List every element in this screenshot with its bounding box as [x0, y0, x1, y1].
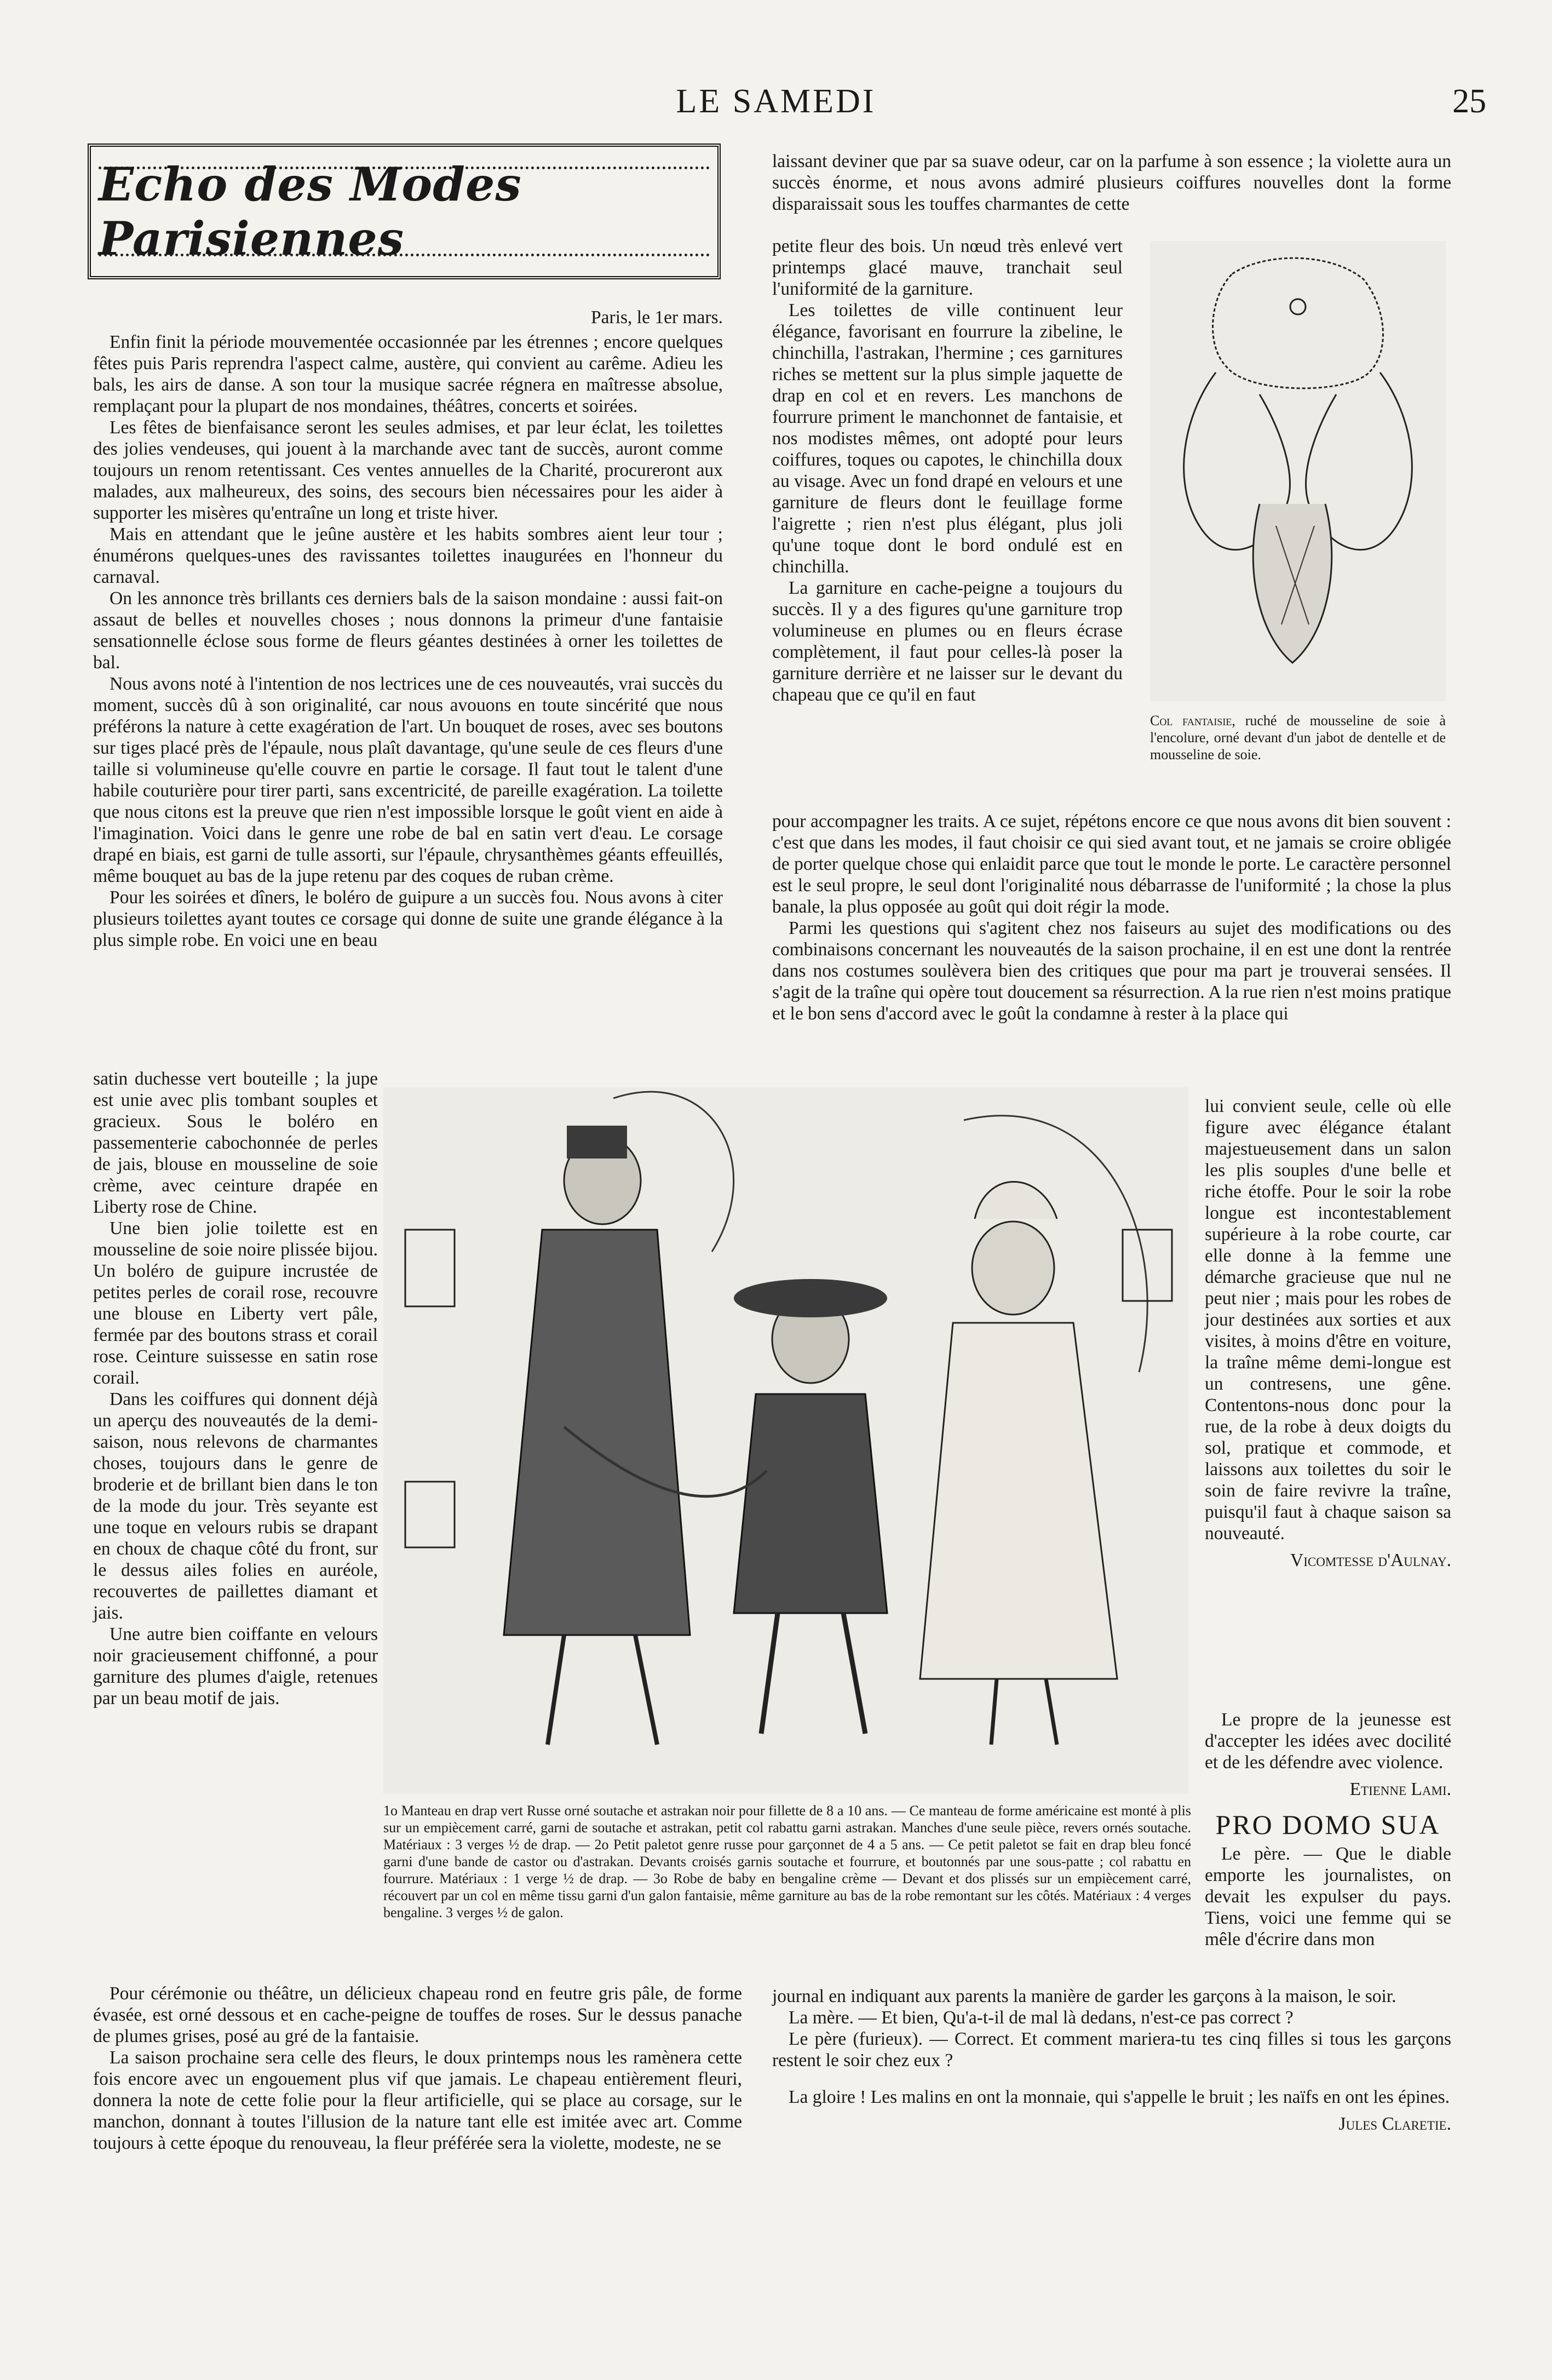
- pro-domo-continue: journal en indiquant aux parents la manière de garder les garçons à la maison, le soir.: [772, 1986, 1396, 2006]
- col2-narrow: [772, 236, 1123, 706]
- collar-illustration: [1150, 241, 1446, 701]
- paragraph: Enfin finit la période mouvementée occasionnée par les étrennes ; encore quelques fêtes puis Paris reprendra l'aspect calme, austère, qui convient au carême. Adieu les bals, les airs de danse. A son tour la musique sacrée régnera en maîtresse absolue, remplaçant pour la plupart de nos mondaines, théâtres, concerts et soirées.: [93, 332, 723, 416]
- running-head: LE SAMEDI: [676, 83, 876, 120]
- collar-caption-text: ruché de mousseline de soie à l'encolure, orné devant d'un jabot de dentelle et de mousseline de soie.: [1150, 713, 1446, 762]
- page-number: 25: [1452, 83, 1486, 120]
- col2-top: [772, 151, 1451, 215]
- jeunesse-author: Etienne Lami.: [1349, 1779, 1451, 1799]
- paragraph: Nous avons noté à l'intention de nos lectrices une de ces nouveautés, vrai succès du moment, succès dû à son originalité, car nous avouons en toute sincérité que nous préférons la nature à cette exagération de l'art. Un bouquet de roses, avec ses boutons sur tiges placé près de l'épaule, nous plaît davantage, qu'une seule de ces fleurs d'une taille si volumineuse qu'elle couvre en partie le corsage. Il faut tout le talent d'une habile couturière pour tirer parti, sans excentricité, de pareille exagération. La toilette que nous citons est la preuve que rien n'est impossible lorsque le goût vient en aide à l'imagination. Voici dans le genre une robe de bal en satin vert d'eau. Le corsage drapé en biais, est garni de tulle assorti, sur l'épaule, chrysanthèmes géants effeuillés, même bouquet au bas de la jupe retenu par des coques de ruban crème.: [93, 674, 723, 886]
- paragraph: pour accompagner les traits. A ce sujet, répétons encore ce que nous avons dit bien souvent : c'est que dans les modes, il faut choisir ce qui sied avant tout, et ne jamais se croire obligée de porter quelque chose qui enlaidit parce que tout le monde le porte. Le caractère personnel est le seul propre, le seul dont l'originalité nous débarrasse de l'uniformité ; la chose la plus banale, la plus opposée au goût qui doit régir la mode.: [772, 811, 1451, 917]
- masthead-inner: [99, 157, 710, 266]
- dialogue-line: Le père (furieux). — Correct. Et comment mariera-tu tes cinq filles si tous les garçons restent le soir chez eux ?: [772, 2029, 1451, 2071]
- paragraph: lui convient seule, celle où elle figure avec élégance étalant majestueusement dans un salon les plis souples d'une belle et riche étoffe. Pour le soir la robe longue est incontestablement supérieure à la robe courte, car elle donne à la femme une démarche gracieuse que nul ne peut nier ; mais pour les robes de jour destinées aux sorties et aux visites, à moins d'être en voiture, la traîne même demi-longue est un contresens, une gêne. Contentons-nous donc pour la rue, de la robe à deux doigts du sol, pratique et commode, et laissons aux toilettes du soir le soin de faire revivre la traîne, puisqu'il faut à chaque saison sa nouveauté.: [1205, 1096, 1451, 1544]
- paragraph: petite fleur des bois. Un nœud très enlevé vert printemps glacé mauve, tranchait seul l'uniformité de la garniture.: [772, 236, 1123, 299]
- collar-drawing: [1150, 241, 1446, 701]
- paragraph: Mais en attendant que le jeûne austère et les habits sombres aient leur tour ; énumérons quelques-unes des ravissantes toilettes inaugurées en l'honneur du carnaval.: [93, 524, 723, 587]
- collar-caption-label: Col fantaisie,: [1150, 713, 1235, 729]
- paragraph: Une bien jolie toilette est en mousseline de soie noire plissée bijou. Un boléro de guipure incrustée de petites perles de corail rose, recouvre une blouse en Liberty vert pâle, fermée par des boutons strass et corail rose. Ceinture suissesse en satin rose corail.: [93, 1218, 378, 1388]
- sidebar-right: [1205, 1709, 1451, 1950]
- col2-narrow-2: [1205, 1096, 1451, 1571]
- closing-quote: La gloire ! Les malins en ont la monnaie, qui s'appelle le bruit ; les naïfs en ont les épines.: [789, 2087, 1450, 2107]
- paragraph: Pour les soirées et dîners, le boléro de guipure a un succès fou. Nous avons à citer plusieurs toilettes ayant toutes ce corsage qui donne de suite une grande élégance à la plus simple robe. En voici une en beau: [93, 887, 723, 950]
- paragraph: Pour cérémonie ou théâtre, un délicieux chapeau rond en feutre gris pâle, de forme évasée, est orné dessous et en cache-peigne de touffes de roses. Sur le dessus panache de plumes grises, posé au gré de la fantaisie.: [93, 1983, 742, 2046]
- col1-narrow: [93, 1068, 378, 1709]
- dialogue-line: La mère. — Et bien, Qu'a-t-il de mal là dedans, n'est-ce pas correct ?: [789, 2008, 1294, 2028]
- dateline: Paris, le 1er mars.: [591, 307, 723, 328]
- col1-bottom: [93, 1983, 742, 2154]
- paragraph: laissant deviner que par sa suave odeur, car on la parfume à son essence ; la violette aura un succès énorme, et nous avons admiré plusieurs coiffures nouvelles dont la forme disparaissait sous les touffes charmantes de cette: [772, 151, 1451, 214]
- masthead-title: Echo des Modes Parisiennes: [99, 157, 522, 266]
- pro-domo-start: Le père. — Que le diable emporte les journalistes, on devait les expulser du pays. Tiens, voici une femme qui se mêle d'écrire dans mon: [1205, 1844, 1451, 1949]
- signature: Vicomtesse d'Aulnay.: [1290, 1550, 1451, 1570]
- masthead-frame: [88, 144, 721, 279]
- children-illustration: [383, 1087, 1188, 1794]
- paragraph: La saison prochaine sera celle des fleurs, le doux printemps nous les ramènera cette fois encore avec un engouement plus vif que jamais. Le chapeau entièrement fleuri, donnera la note de cette folie pour la fleur artificielle, qui se place au corsage, sur le manchon, donnant à toutes l'illusion de la nature tant elle est imitée avec art. Comme toujours à cette époque du renouveau, la fleur préférée sera la violette, modeste, ne se: [93, 2048, 742, 2153]
- paragraph: On les annonce très brillants ces derniers bals de la saison mondaine : aussi fait-on assaut de belles et nouvelles choses ; nous donnons la primeur d'une fantaisie sensationnelle éclose sous forme de fleurs géantes destinées à orner les toilettes de bal.: [93, 588, 723, 673]
- closing-author: Jules Claretie.: [1338, 2114, 1451, 2134]
- paragraph: Dans les coiffures qui donnent déjà un aperçu des nouveautés de la demi-saison, nous relevons de charmantes choses, toujours dans le genre de broderie et de brillant bien dans le ton de la mode du jour. Très seyante est une toque en velours rubis se drapant en choux de chaque côté du front, sur le dessus ailes folies en auréole, recouvertes de paillettes diamant et jais.: [93, 1389, 378, 1623]
- paragraph: Les fêtes de bienfaisance seront les seules admises, et par leur éclat, les toilettes des jolies vendeuses, qui jouent à la marchande avec tant de succès, auront comme toujours un renom retentissant. Ces ventes annuelles de la Charité, procureront aux malades, aux malheureux, des soins, des secours bien nécessaires pour les aider à supporter les misères qu'entraîne un long et triste hiver.: [93, 417, 723, 523]
- pro-domo-title: PRO DOMO SUA: [1215, 1809, 1441, 1840]
- paragraph: satin duchesse vert bouteille ; la jupe est unie avec plis tombant souples et gracieux. Sous le boléro en passementerie cabochonnée de perles de jais, blouse en mousseline de soie crème, avec ceinture drapée en Liberty rose de Chine.: [93, 1069, 378, 1217]
- jeunesse-quote: Le propre de la jeunesse est d'accepter les idées avec docilité et de les défendre avec violence.: [1205, 1710, 1451, 1773]
- col2-bottom: [772, 1986, 1451, 2135]
- col1-upper: [93, 307, 723, 951]
- paragraph: Parmi les questions qui s'agitent chez nos faiseurs au sujet des modifications ou des combinaisons concernant les nouveautés de la saison prochaine, il en est une dont la rentrée dans nos costumes soulèvera bien des critiques que pour ma part je trouverai sensées. Il s'agit de la traîne qui opère tout doucement sa résurrection. A la rue rien n'est moins pratique et le bon sens d'accord avec le goût la condamne à rester à la place qui: [772, 918, 1451, 1024]
- paragraph: La garniture en cache-peigne a toujours du succès. Il y a des figures qu'une garniture trop volumineuse en plumes ou en fleurs écrase complètement, il faut pour celles-là poser la garniture derrière et ne laisser sur le devant du chapeau que ce qu'il en faut: [772, 578, 1123, 705]
- paragraph: Une autre bien coiffante en velours noir gracieusement chiffonné, a pour garniture des plumes d'aigle, retenues par un beau motif de jais.: [93, 1624, 378, 1708]
- figure-caption: 1o Manteau en drap vert Russe orné soutache et astrakan noir pour fillette de 8 a 10 ans. — Ce manteau de forme américaine est monté à plis sur un empiècement carré, garni de soutache et astrakan, petit col rabattu garni astrakan. Manches d'une seule pièce, revers ornés soutache. Matériaux : 3 verges ½ de drap. — 2o Petit paletot genre russe pour garçonnet de 4 a 5 ans. — Ce petit paletot se fait en drap bleu foncé garni d'une bande de castor ou d'astrakan. Devants croisés garnis soutache et fourrure, et boutonnés par une sous-patte ; col rabattu en fourrure. Matériaux : 1 verge ½ de drap. — 3o Robe de baby en bengaline crème — Devant et dos plissés sur un empiècement carré, récouvert par un col en même tissu garni d'un galon fantaisie, même garniture au bas de la robe remontant sur les côtés. Matériaux : 4 verges bengaline. 3 verges ½ de galon.: [383, 1803, 1191, 1920]
- col2-middle: [772, 811, 1451, 1024]
- children-drawing: [383, 1087, 1188, 1794]
- paragraph: Les toilettes de ville continuent leur élégance, favorisant en fourrure la zibeline, le chinchilla, l'astrakan, l'hermine ; ces garnitures riches se mettent sur la plus simple jaquette de drap en col et en revers. Les manchons de fourrure priment le manchonnet de fantaisie, et nos modistes mêmes, ont adopté pour leurs coiffures, toques ou capotes, le chinchilla doux au visage. Avec un fond drapé en velours et une garniture de fleurs dont le feuillage forme l'aigrette ; rien n'est plus élégant, plus joli qu'une toque dont le bord ondulé est en chinchilla.: [772, 300, 1123, 577]
- collar-caption: [1150, 712, 1446, 763]
